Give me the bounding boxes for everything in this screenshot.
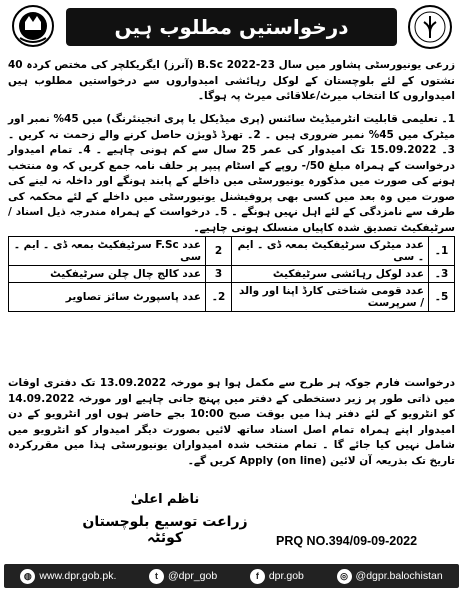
footer-twitter[interactable]: [149, 569, 217, 584]
table-cell-number: 2۔: [206, 283, 232, 312]
signatory-office: زراعت توسیع بلوچستان کوئٹہ: [82, 514, 248, 546]
table-cell-number: 5۔: [429, 283, 455, 312]
table-row: [9, 283, 455, 312]
table-cell-number: 3: [206, 266, 232, 283]
header: [6, 4, 457, 50]
table-cell-document: عدد F.Sc سرٹیفکیٹ بمعہ ڈی ۔ ایم ۔ سی: [9, 237, 206, 266]
footer: [4, 564, 459, 588]
instagram-icon: ◎: [337, 569, 352, 584]
prq-number: PRQ NO.394/09-09-2022: [276, 534, 418, 548]
table-cell-document: عدد میٹرک سرٹیفکیٹ بمعہ ڈی ۔ ایم ۔ سی: [232, 237, 429, 266]
table-cell-document: عدد کالج چال چلن سرٹیفکیٹ: [9, 266, 206, 283]
table-row: [9, 266, 455, 283]
table-cell-number: 3۔: [429, 266, 455, 283]
instagram-text: @dgpr.balochistan: [355, 570, 443, 582]
agriculture-department-seal: [403, 4, 457, 50]
submission-paragraph: درخواست فارم جوکہ ہر طرح سے مکمل ہوا ہو مورخہ 13.09.2022 تک دفتری اوقات میں ذاتی طور پر زیر دستخطی کے دفتر میں پہنچ جانی چاہیے اور مورخہ 14.09.2022 کو انٹرویو کے لئے دفتر ہذا میں بوقت صبح 10:00 بجے حاضر ہوں اور انٹرویو کے دن امیدوار اپنے ہمراہ تمام اصل اسناد ساتھ لائیں بصورت دیگر امیدوار کو انٹرویو میں شامل نہیں کیا جائے گا ۔ تمام منتخب شدہ امیدواران یونیورسٹی ہذا میں مقررکردہ تاریخ تک بذریعہ آن لائین Apply (on line) کریں گے۔: [8, 377, 456, 467]
footer-website[interactable]: [20, 569, 116, 584]
footer-instagram[interactable]: [337, 569, 443, 584]
table-cell-document: عدد قومی شناختی کارڈ اپنا اور والد / سرپرست: [232, 283, 429, 312]
facebook-text: dpr.gob: [268, 570, 304, 582]
eligibility-paragraph: 1۔ تعلیمی قابلیت انٹرمیڈیٹ سائنس (پری میڈیکل یا پری انجینئرنگ) میں 45% نمبر اور میٹرک میں 45% نمبر ضروری ہیں ۔ 2۔ تھرڈ ڈویژن حاصل کرنے والے زحمت نہ کریں ۔ 3۔ 15.09.2022 تک امیدوار کی عمر 25 سال سے کم ہونی چاہیے ۔ 4۔ تمام امیدوار درخواست کے ہمراہ مبلغ 50/- روپے کے اسٹام پیپر پر حلف نامہ جمع کریں کہ وہ منتخب ہونے کی صورت میں مذکورہ یونیورسٹی میں داخلے کے پابند ہونگے اور داخلہ نہ لینے کی صورت میں وہ بعد میں کسی بھی پروفیشنل یونیورسٹی میں داخلے کے لئے محکمہ کی طرف سے نامزدگی کے لئے اہل نہیں ہونگے ۔ 5۔ درخواست کے ہمراہ مندرجہ ذیل اسناد / سرٹیفکیٹ تصدیق شدہ کاپیاں منسلک ہونی چاہیے۔: [8, 113, 455, 234]
intro-paragraph: زرعی یونیورسٹی پشاور میں سال 23-2022 B.Sc (آنرز) ایگریکلچر کی مختص کردہ 40 نشتوں کے لئے بلوچستان کے لوکل رہائشی امیدواروں سے درخواستیں مطلوب ہیں امیدواروں کا انتخاب میرٹ/علاقائی میرٹ پہ ہوگا۔: [8, 59, 455, 102]
table-cell-document: عدد پاسپورٹ سائز تصاویر: [9, 283, 206, 312]
footer-facebook[interactable]: [250, 569, 304, 584]
page-title: درخواستیں مطلوب ہیں: [66, 8, 397, 46]
twitter-text: @dpr_gob: [168, 570, 218, 582]
government-logo: [6, 4, 60, 50]
signatory-title: ناظم اعلیٰ: [130, 492, 200, 507]
table-row: [9, 237, 455, 266]
twitter-icon: t: [149, 569, 164, 584]
table-cell-document: عدد لوکل رہائشی سرٹیفکیٹ: [232, 266, 429, 283]
documents-table: [8, 236, 455, 312]
table-cell-number: 2: [206, 237, 232, 266]
globe-icon: ◍: [20, 569, 35, 584]
facebook-icon: f: [250, 569, 265, 584]
website-text: www.dpr.gob.pk.: [39, 570, 117, 582]
table-cell-number: 1۔: [429, 237, 455, 266]
